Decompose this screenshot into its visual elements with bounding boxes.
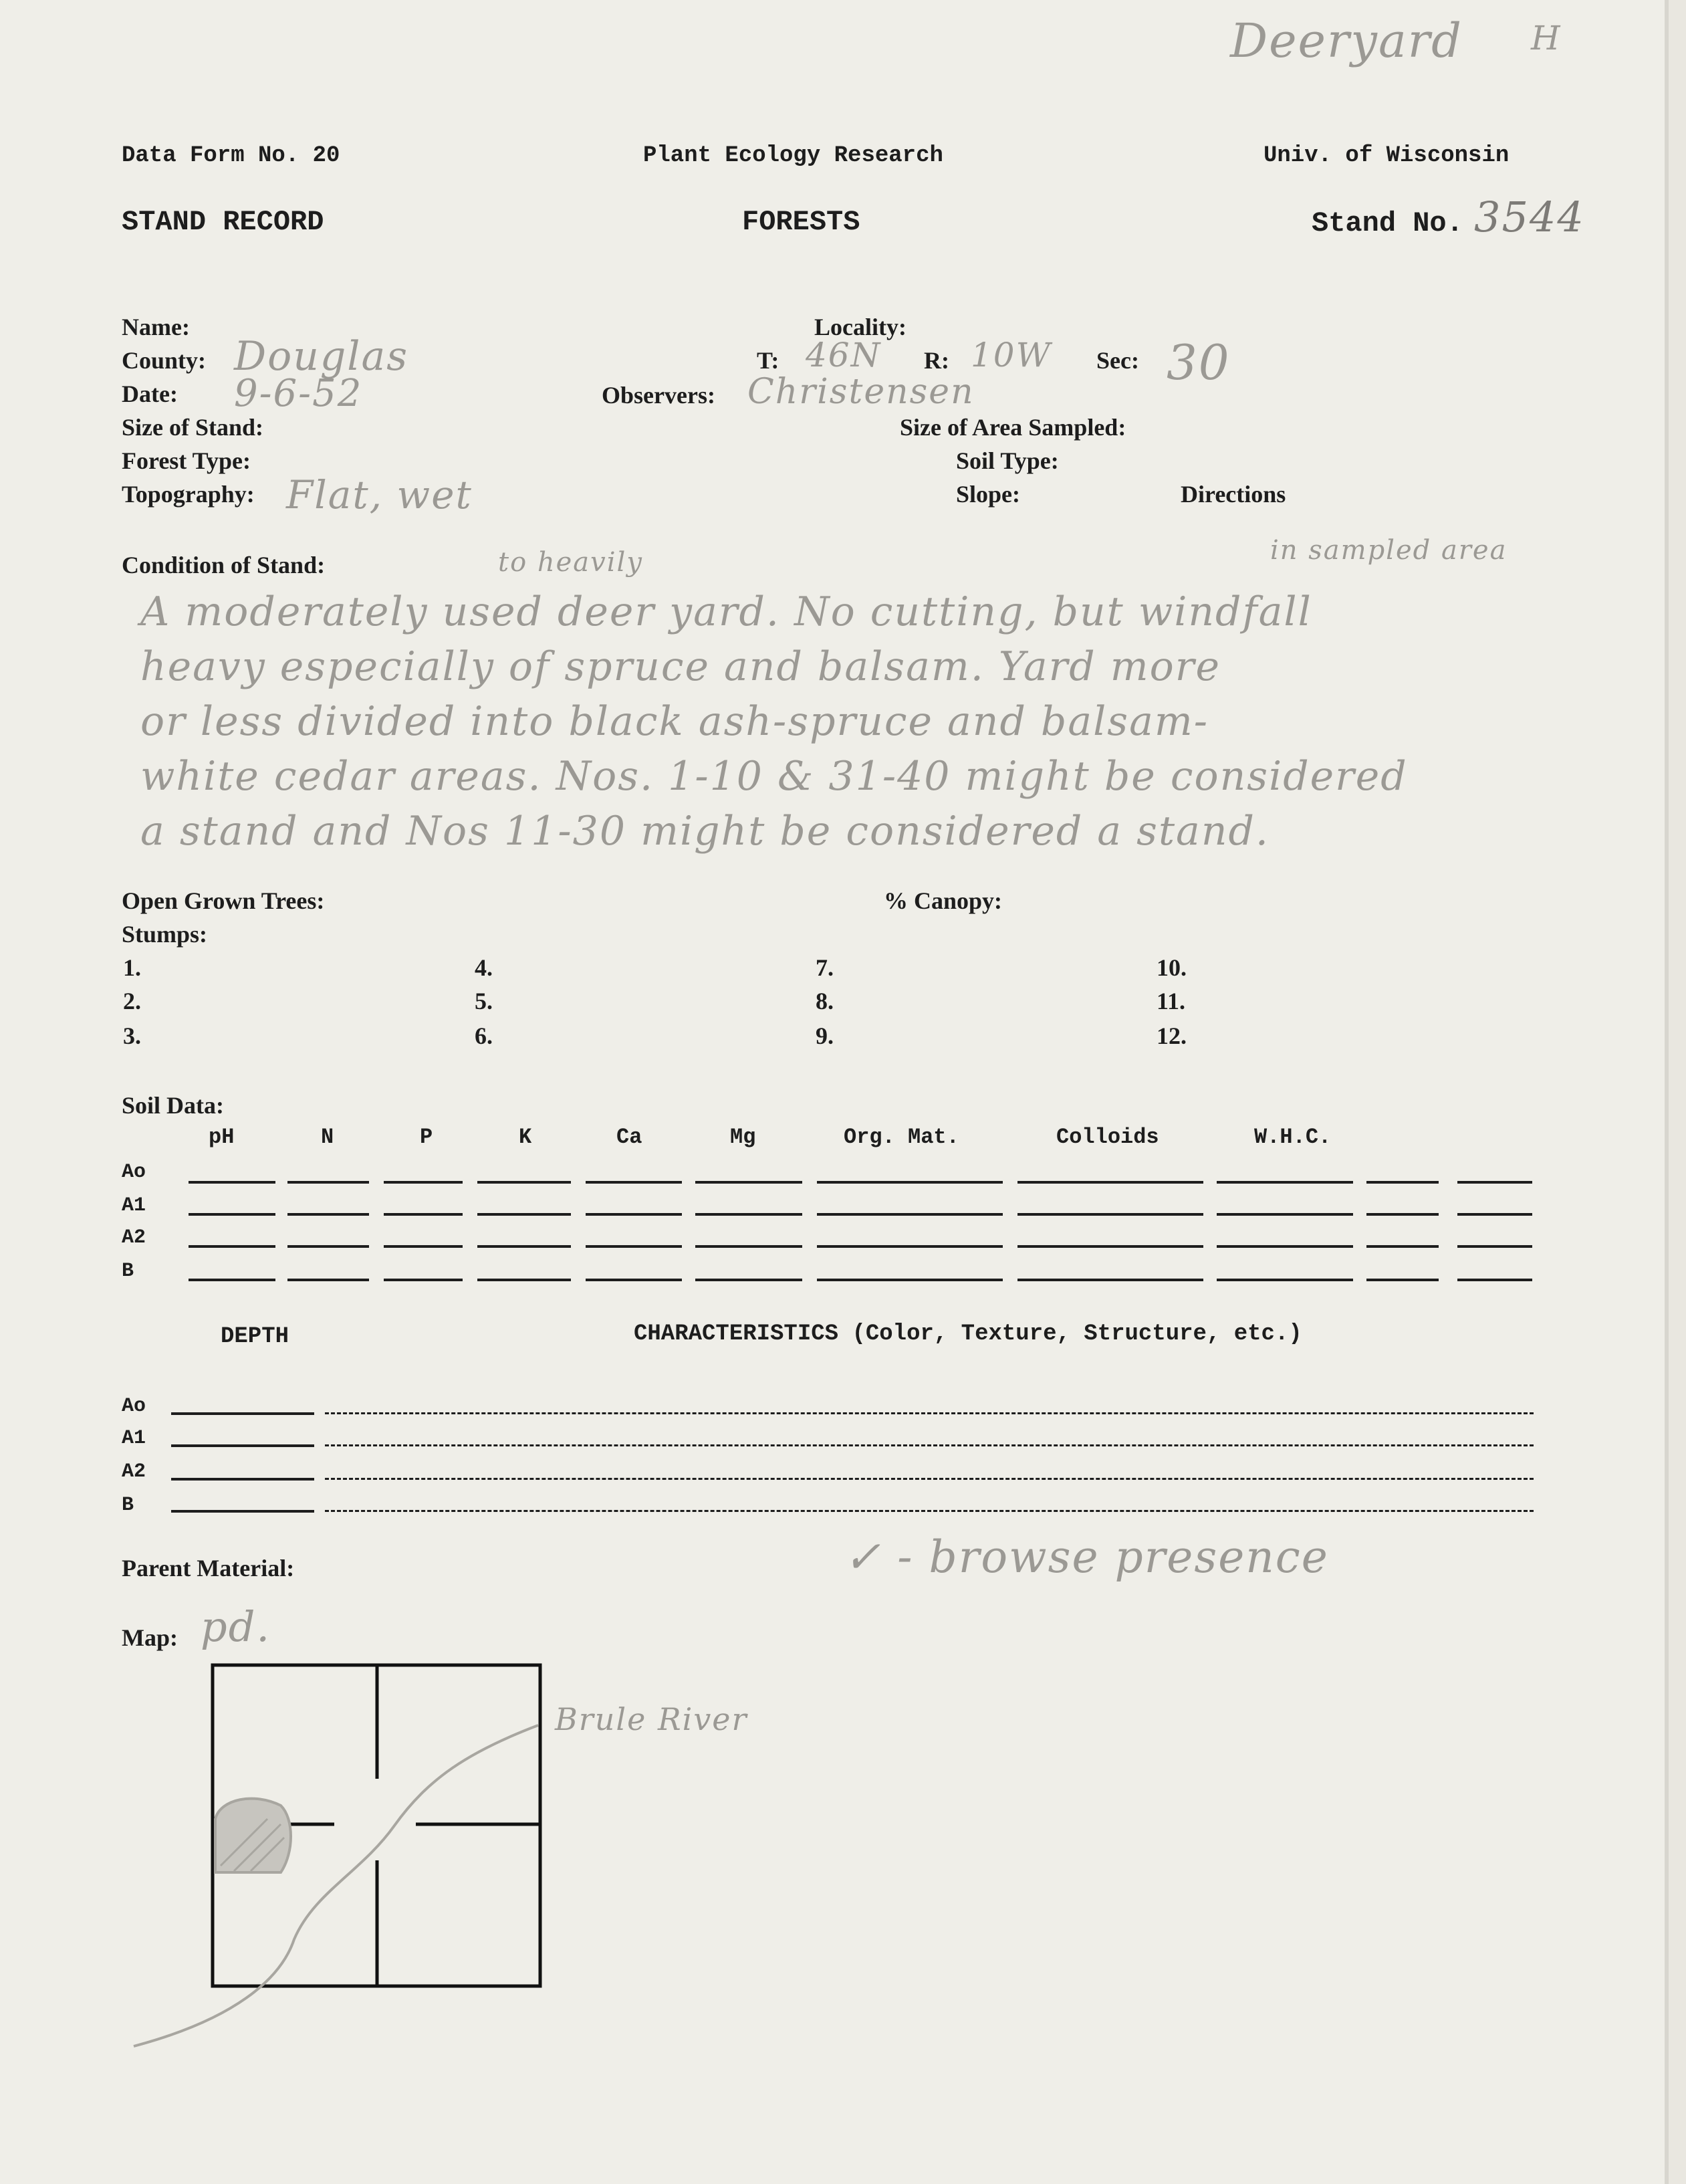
condition-label: Condition of Stand: [122,552,326,578]
township-label: T: [757,347,779,374]
deeryard-note: Deeryard [1230,13,1463,68]
parent-material-label: Parent Material: [122,1555,295,1581]
slope-label: Slope: [956,481,1021,508]
depth-row-label: A2 [122,1460,146,1483]
date-value: 9-6-52 [234,372,363,415]
directions-label: Directions [1181,481,1286,508]
soil-column-header: Colloids [1056,1125,1159,1150]
soil-column-header: N [321,1125,334,1150]
observers-label: Observers: [602,382,715,409]
shaded-area [215,1799,291,1872]
depth-row-label: Ao [122,1395,146,1418]
condition-insert-1: to heavily [498,547,643,578]
stump-number: 6. [475,1022,493,1049]
topography-label: Topography: [122,481,255,508]
topography-value: Flat, wet [286,472,473,518]
county-value: Douglas [234,333,409,380]
section-label: Sec: [1096,347,1139,374]
soil-column-header: W.H.C. [1254,1125,1332,1150]
stump-number: 10. [1157,954,1187,981]
date-label: Date: [122,380,178,407]
soil-type-label: Soil Type: [956,447,1059,474]
organization: Plant Ecology Research [643,143,943,169]
stand-no-label: Stand No. [1312,207,1463,239]
soil-row-label: A1 [122,1194,146,1217]
stump-number: 5. [475,988,493,1014]
township-value: 46N [806,336,882,374]
forest-type-label: Forest Type: [122,447,251,474]
name-label: Name: [122,314,190,340]
locality-label: Locality: [814,314,907,340]
depth-row-label: B [122,1494,134,1517]
canopy-label: % Canopy: [884,887,1003,914]
depth-row-label: A1 [122,1427,146,1450]
soil-column-header: Ca [616,1125,642,1150]
map-label: Map: [122,1624,178,1651]
condition-line-1: A moderately used deer yard. No cutting, but windfall [140,588,1312,635]
university: Univ. of Wisconsin [1263,143,1510,169]
condition-insert-2: in sampled area [1270,535,1508,566]
soil-data-label: Soil Data: [122,1092,224,1119]
stump-number: 11. [1157,988,1186,1014]
characteristics-label: CHARACTERISTICS (Color, Texture, Structure, etc.) [634,1321,1302,1347]
browse-presence-note: ✓ - browse presence [844,1531,1329,1583]
size-of-stand-label: Size of Stand: [122,414,264,441]
condition-line-5: a stand and Nos 11-30 might be considered a stand. [140,808,1270,855]
stump-number: 4. [475,954,493,981]
forests-title: FORESTS [742,206,860,238]
soil-column-header: pH [209,1125,235,1150]
river-label: Brule River [555,1701,748,1737]
county-label: County: [122,347,207,374]
stump-number: 3. [123,1022,141,1049]
size-area-label: Size of Area Sampled: [900,414,1126,441]
section-value: 30 [1167,334,1231,391]
depth-label: DEPTH [221,1324,289,1349]
stump-number: 12. [1157,1022,1187,1049]
record-title: STAND RECORD [122,206,324,238]
stump-number: 8. [816,988,834,1014]
stump-number: 2. [123,988,141,1014]
condition-line-4: white cedar areas. Nos. 1-10 & 31-40 might be considered [140,753,1408,800]
soil-column-header: Org. Mat. [844,1125,959,1150]
soil-row-label: A2 [122,1226,146,1249]
stumps-label: Stumps: [122,921,208,948]
river-line [134,1725,538,2046]
range-value: 10W [971,336,1052,374]
stand-no-value: 3544 [1474,193,1585,241]
condition-line-2: heavy especially of spruce and balsam. Yard more [140,643,1221,690]
observers-value: Christensen [747,372,975,412]
form-number: Data Form No. 20 [122,143,340,169]
stump-number: 1. [123,954,141,981]
condition-line-3: or less divided into black ash-spruce and balsam- [140,698,1209,745]
open-grown-label: Open Grown Trees: [122,887,325,914]
soil-column-header: P [420,1125,433,1150]
stump-number: 7. [816,954,834,981]
soil-row-label: Ao [122,1161,146,1184]
corner-mark: H [1531,19,1562,58]
stump-number: 9. [816,1022,834,1049]
soil-column-header: Mg [730,1125,756,1150]
soil-column-header: K [519,1125,532,1150]
range-label: R: [924,347,949,374]
map-scrawl: pd. [201,1602,271,1651]
soil-row-label: B [122,1260,134,1283]
